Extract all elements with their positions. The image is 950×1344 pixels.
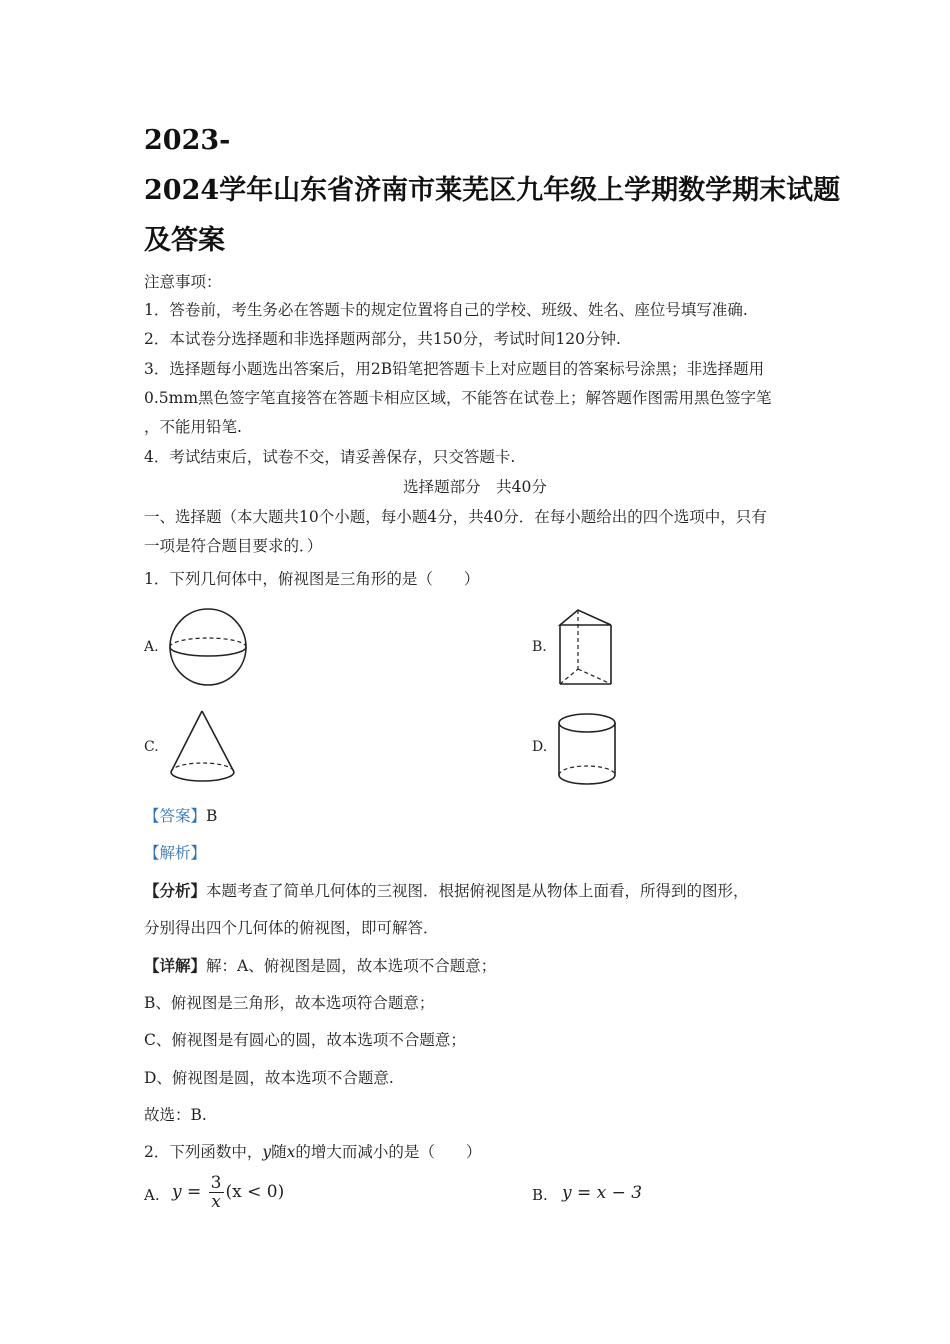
title-line-1: 2023- [144,125,231,156]
q2-option-b-formula: y = x − 3 [562,1183,643,1203]
section-intro-2: 一项是符合题目要求的．） [144,537,323,555]
notice-heading: 注意事项： [144,273,222,291]
triangular-prism-figure [556,608,616,688]
fenxi-text: 本题考查了简单几何体的三视图．根据俯视图是从物体上面看，所得到的图形， [206,882,749,900]
detail-text: 解：A、俯视图是圆，故本选项不合题意； [206,957,497,975]
q2-stem-part-1: 2．下列函数中， [144,1143,263,1161]
formula-equals: = [187,1182,202,1202]
q1-answer [144,806,217,826]
formula-condition: (x < 0) [225,1182,285,1202]
q1-stem: 1．下列几何体中，俯视图是三角形的是（ ） [144,570,480,588]
q1-fenxi-1 [144,881,749,901]
section-intro-1: 一、选择题（本大题共10个小题，每小题4分，共40分．在每小题给出的四个选项中，只有 [144,508,767,526]
q1-option-b-label: B. [532,639,547,655]
q2-option-a-formula [172,1174,284,1211]
formula-y: y [172,1182,182,1202]
q2-stem-part-3: 的增大而减小的是（ ） [295,1143,482,1161]
q2-stem [144,1142,481,1162]
q1-analysis-tag: 【解析】 [144,844,207,862]
q2-option-a-label: A. [144,1186,160,1204]
cone-figure [168,708,238,784]
q2-var-y: y [262,1143,272,1161]
q1-option-d-label: D. [532,739,548,755]
fraction-denominator: x [211,1192,221,1212]
notice-item-3: 3．选择题每小题选出答案后，用2B铅笔把答题卡上对应题目的答案标号涂黑；非选择题用 [144,360,765,378]
sphere-figure [168,608,250,688]
answer-value: B [206,807,218,825]
fenxi-tag: 【分析】 [144,881,207,900]
notice-item-2: 2．本试卷分选择题和非选择题两部分，共150分，考试时间120分钟. [144,330,621,348]
q1-option-a-label: A. [144,639,159,655]
fraction [209,1174,224,1211]
q2-option-b-label: B. [532,1186,548,1204]
section-heading: 选择题部分 共40分 [403,478,547,496]
q1-detail-2: B、俯视图是三角形，故本选项符合题意； [144,994,435,1012]
q1-fenxi-2: 分别得出四个几何体的俯视图，即可解答． [144,919,439,937]
notice-item-4: 4．考试结束后，试卷不交，请妥善保存，只交答题卡. [144,448,516,466]
q1-detail-4: D、俯视图是圆，故本选项不合题意. [144,1069,394,1087]
notice-item-1: 1．答卷前，考生务必在答题卡的规定位置将自己的学校、班级、姓名、座位号填写准确. [144,301,748,319]
q2-stem-part-2: 随 [271,1143,287,1161]
title-line-2: 2024学年山东省济南市莱芜区九年级上学期数学期末试题 [144,175,841,206]
q1-detail-1 [144,956,496,976]
q1-option-c-label: C. [144,739,159,755]
answer-tag: 【答案】 [144,807,207,825]
notice-item-3-end: ，不能用铅笔. [144,418,242,436]
title-line-3: 及答案 [144,225,225,256]
fraction-numerator: 3 [210,1173,222,1193]
cylinder-figure [556,708,620,788]
q1-choose: 故选：B. [144,1106,207,1124]
q1-detail-3: C、俯视图是有圆心的圆，故本选项不合题意； [144,1031,466,1049]
notice-item-3-cont: 0.5mm黑色签字笔直接答在答题卡相应区域，不能答在试卷上；解答题作图需用黑色签字笔 [144,389,772,407]
q2-var-x: x [286,1143,296,1161]
detail-tag: 【详解】 [144,956,207,975]
